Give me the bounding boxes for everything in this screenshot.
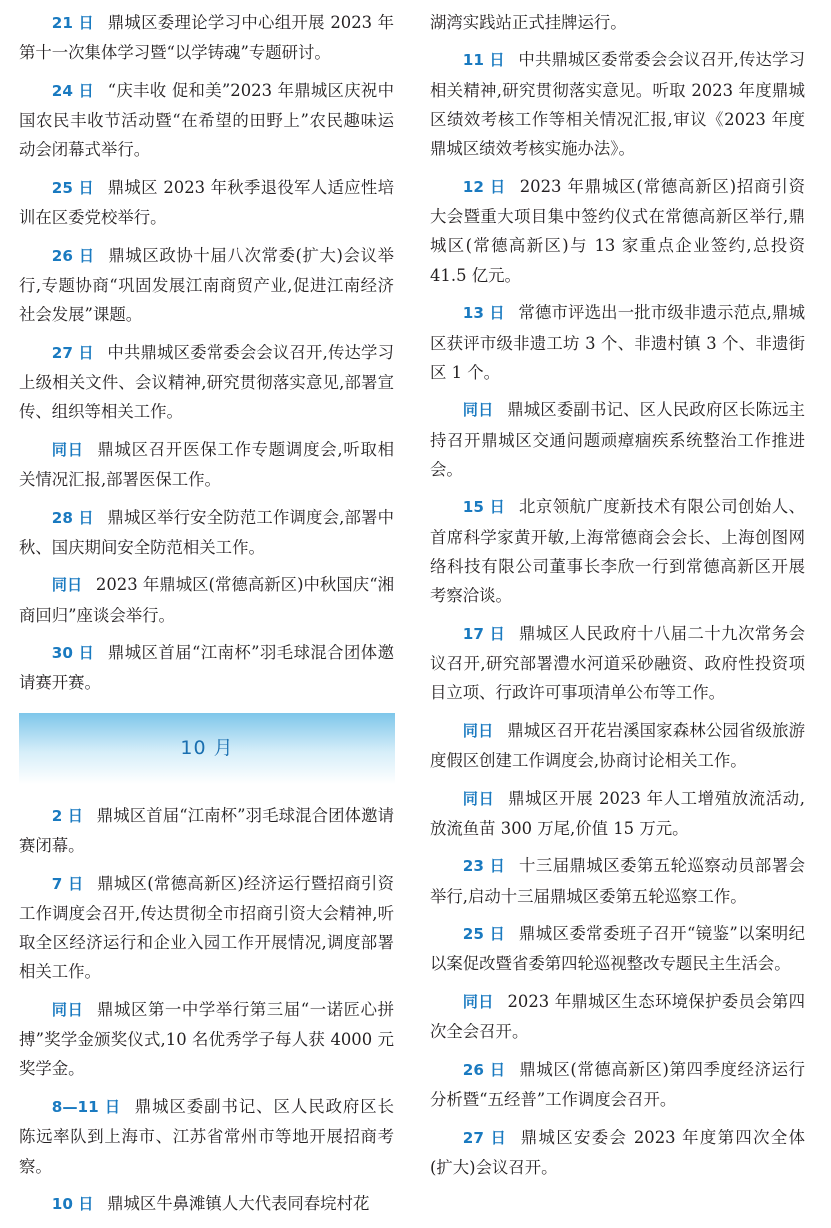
chronicle-entry [430,1055,805,1115]
entry-date: 同日 [51,576,83,595]
entry-text: 鼎城区首届“江南杯”羽毛球混合团体邀请赛开赛。 [19,643,394,693]
entry-date: 26 日 [51,246,95,265]
entry-text: 鼎城区安委会 2023 年度第四次全体(扩大)会议召开。 [430,1127,805,1177]
entry-date: 12 日 [462,177,507,196]
entry-date: 同日 [462,789,495,808]
entry-text: 十三届鼎城区委第五轮巡察动员部署会举行,启动十三届鼎城区委第五轮巡察工作。 [430,856,805,906]
chronicle-entry [430,172,805,290]
entry-text: “庆丰收 促和美”2023 年鼎城区庆祝中国农民丰收节活动暨“在希望的田野上”农民趣味运动会闭幕式举行。 [19,80,394,160]
entry-text: 鼎城区第一中学举行第三届“一诺匠心拼搏”奖学金颁奖仪式,10 名优秀学子每人获 4000 元奖学金。 [19,999,394,1079]
entry-text: 鼎城区牛鼻滩镇人大代表同春垸村花 [107,1194,370,1214]
entry-date: 同日 [51,440,84,459]
entries-after-list [19,801,394,1220]
entry-text: 鼎城区委副书记、区人民政府区长陈远主持召开鼎城区交通问题顽瘴痼疾系统整治工作推进会。 [430,400,806,479]
entry-date: 28 日 [51,508,94,527]
chronicle-entry [19,638,394,698]
entry-text: 鼎城区首届“江南杯”羽毛球混合团体邀请赛闭幕。 [19,805,395,856]
chronicle-entry [430,298,805,387]
month-title: 10 月 [180,736,234,759]
entry-text: 鼎城区召开医保工作专题调度会,听取相关情况汇报,部署医保工作。 [19,439,395,490]
chronicle-entry [19,76,394,165]
entry-date: 同日 [51,1000,84,1019]
chronicle-entry [19,570,394,630]
month-heading-banner [19,713,395,784]
chronicle-entry [19,995,394,1084]
chronicle-entry [19,173,394,233]
chronicle-entry [430,919,805,979]
entry-date: 15 日 [462,498,506,517]
entry-text: 2023 年鼎城区(常德高新区)中秋国庆“湘商回归”座谈会举行。 [19,575,394,625]
chronicle-entry [430,45,805,163]
entries-before-list [19,8,394,698]
entry-text: 鼎城区政协十届八次常委(扩大)会议举行,专题协商“巩固发展江南商贸产业,促进江南经济社会发展”课题。 [19,245,394,325]
entry-date: 同日 [462,992,494,1011]
chronicle-entry [19,435,394,495]
chronicle-entry [430,1123,805,1183]
entry-text: 鼎城区举行安全防范工作调度会,部署中秋、国庆期间安全防范相关工作。 [19,507,394,557]
entry-text: 中共鼎城区委常委会会议召开,传达学习相关精神,研究贯彻落实意见。听取 2023 年度鼎城区绩效考核工作等相关情况汇报,审议《2023 年度鼎城区绩效考核实施办法》。 [430,50,805,159]
entry-text: 鼎城区人民政府十八届二十九次常务会议召开,研究部署澧水河道采砂融资、政府性投资项目立项、行政许可事项清单公布等工作。 [430,623,805,703]
entry-date: 同日 [462,721,494,740]
entry-date: 26 日 [462,1060,506,1079]
entry-text: 常德市评选出一批市级非遗示范点,鼎城区获评市级非遗工坊 3 个、非遗村镇 3 个、非遗街区 1 个。 [430,303,805,382]
chronicle-entry [430,851,805,911]
entry-date: 25 日 [462,925,506,944]
entry-text: 鼎城区(常德高新区)经济运行暨招商引资工作调度会召开,传达贯彻全市招商引资大会精神,听取全区经济运行和企业入园工作开展情况,调度部署相关工作。 [19,873,394,982]
entry-text: 鼎城区委常委班子召开“镜鉴”以案明纪以案促改暨省委第四轮巡视整改专题民主生活会。 [430,924,805,974]
entry-date: 24 日 [51,81,94,100]
chronicle-entry [430,619,805,708]
entry-text: 鼎城区开展 2023 年人工增殖放流活动,放流鱼苗 300 万尾,价值 15 万元。 [430,788,806,838]
chronicle-entry [430,784,805,844]
chronicle-entry [430,395,805,484]
entry-text: 2023 年鼎城区生态环境保护委员会第四次全会召开。 [430,991,805,1042]
chronicle-entry [430,987,805,1047]
entry-date: 23 日 [462,857,506,876]
entry-text: 鼎城区委理论学习中心组开展 2023 年第十一次集体学习暨“以学铸魂”专题研讨。 [19,13,394,63]
entry-date: 8—11 日 [51,1097,122,1116]
chronicle-entry [19,8,394,68]
chronicle-entry [430,716,805,776]
entry-date: 17 日 [462,624,506,643]
entry-text: 鼎城区委副书记、区人民政府区长陈远率队到上海市、江苏省常州市等地开展招商考察。 [19,1096,394,1176]
chronicle-entry [19,801,394,861]
entry-date: 10 日 [51,1195,94,1214]
chronicle-entry [19,503,394,563]
entry-text: 鼎城区(常德高新区)第四季度经济运行分析暨“五经普”工作调度会召开。 [430,1059,805,1110]
chronicle-entry [430,492,805,610]
entry-text: 鼎城区召开花岩溪国家森林公园省级旅游度假区创建工作调度会,协商讨论相关工作。 [430,720,806,771]
entry-date: 13 日 [462,304,505,323]
entry-text: 北京领航广度新技术有限公司创始人、首席科学家黄开敏,上海常德商会会长、上海创图网络科技有限公司董事长李欣一行到常德高新区开展考察洽谈。 [430,497,805,606]
entry-date: 27 日 [51,343,94,362]
entry-text: 鼎城区 2023 年秋季退役军人适应性培训在区委党校举行。 [19,177,394,228]
entry-date: 25 日 [51,178,95,197]
entry-date: 30 日 [51,644,95,663]
entry-date: 7 日 [51,874,84,893]
entry-date: 27 日 [462,1128,508,1147]
entry-date: 同日 [462,401,494,420]
chronicle-entry [19,869,394,987]
chronicle-entry [19,1092,394,1181]
entry-date: 11 日 [462,51,505,70]
chronicle-entry [19,1189,394,1219]
chronicle-entry [19,338,394,427]
entry-text: 2023 年鼎城区(常德高新区)招商引资大会暨重大项目集中签约仪式在常德高新区举行,鼎城区(常德高新区)与 13 家重点企业签约,总投资 41.5 亿元。 [430,176,805,285]
entry-date: 2 日 [51,806,84,825]
left-column [19,8,394,1228]
continued-entry-text: 湖湾实践站正式挂牌运行。 [430,13,627,32]
chronicle-entry [19,241,394,330]
entry-text: 中共鼎城区委常委会会议召开,传达学习上级相关文件、会议精神,研究贯彻落实意见,部署宣传、组织等相关工作。 [19,342,394,422]
right-column [430,8,805,1190]
entry-date: 21 日 [51,14,95,32]
